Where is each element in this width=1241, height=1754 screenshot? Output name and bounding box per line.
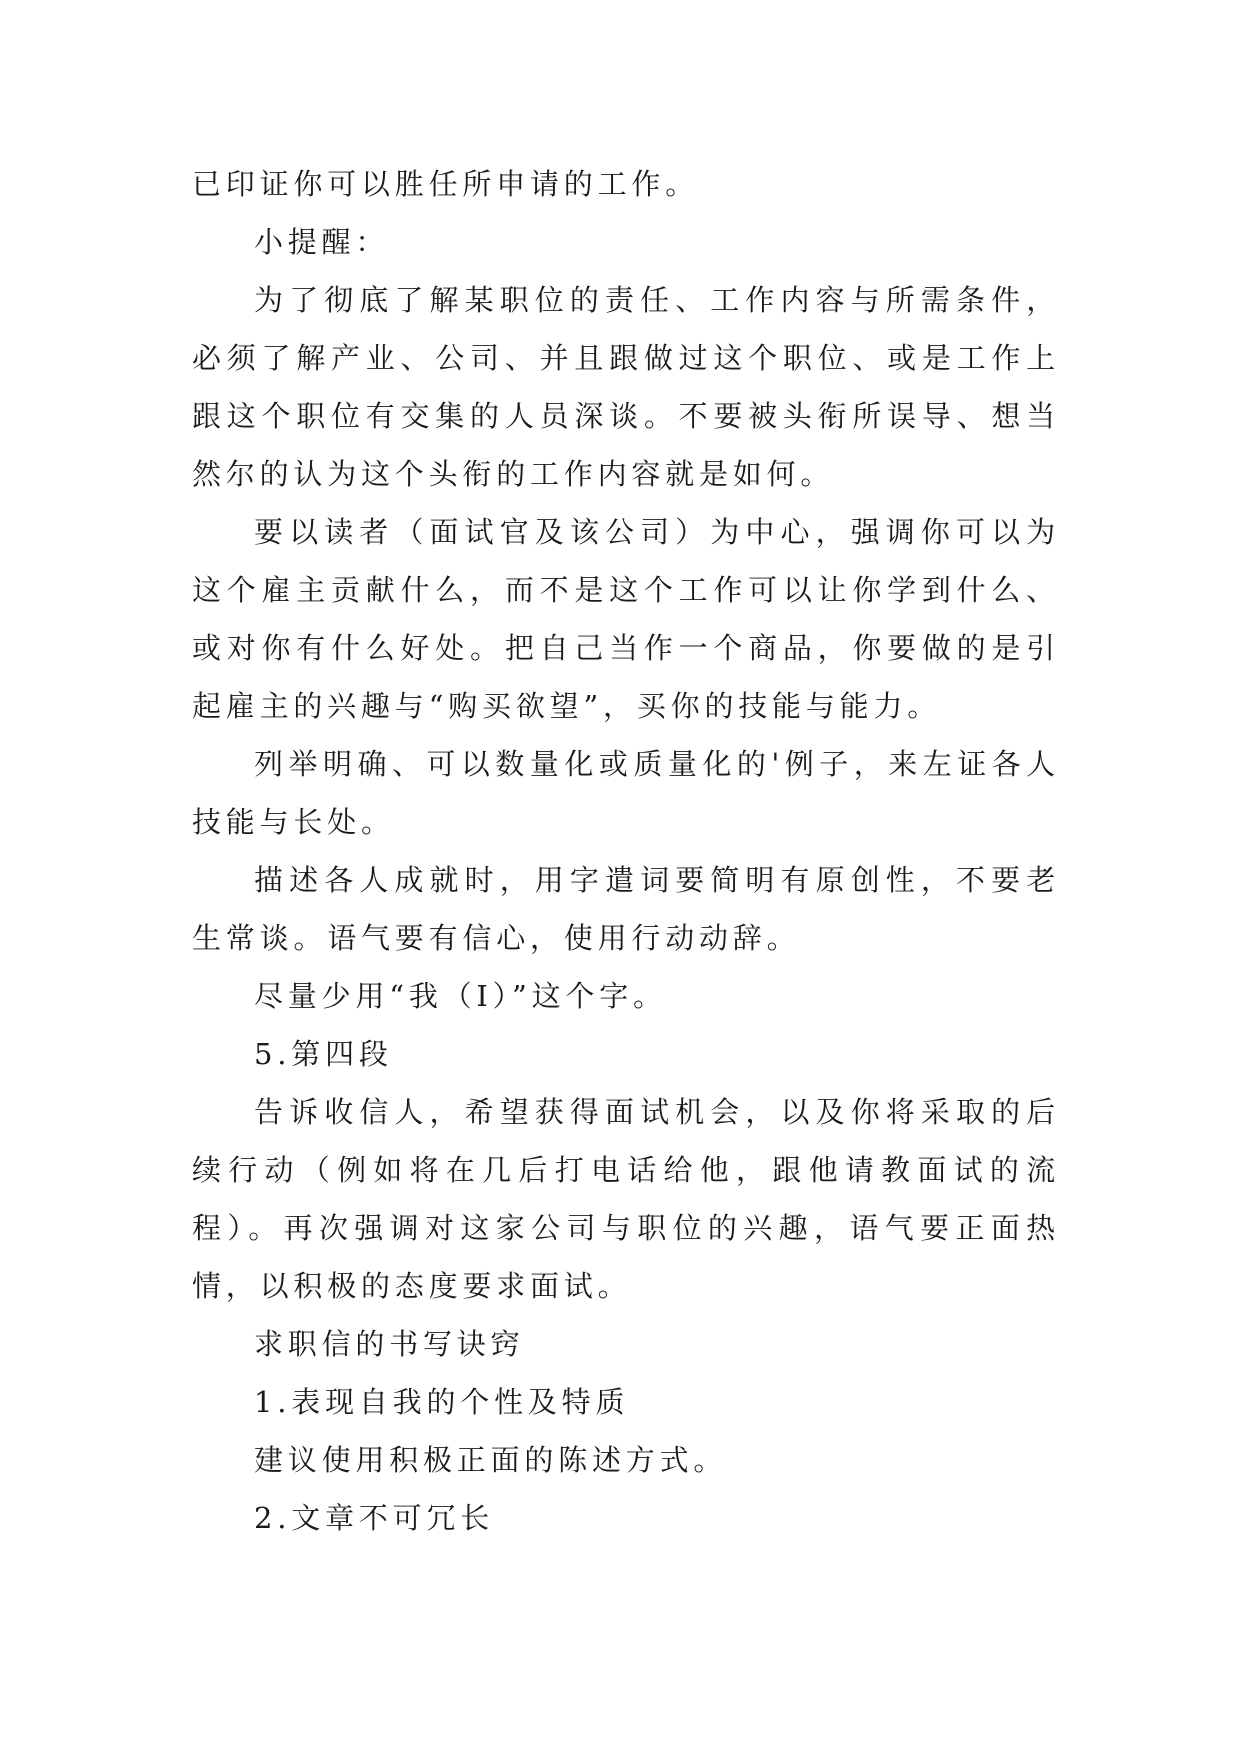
paragraph-achievements: 描述各人成就时，用字遣词要简明有原创性，不要老生常谈。语气要有信心，使用行动动辞。 xyxy=(192,863,1060,955)
paragraph-tips-heading: 小提醒： xyxy=(254,225,390,259)
section-heading-writing-tips: 求职信的书写诀窍 xyxy=(254,1327,525,1361)
paragraph-continuation: 已印证你可以胜任所申请的工作。 xyxy=(192,167,700,201)
paragraph-understand-position: 为了彻底了解某职位的责任、工作内容与所需条件，必须了解产业、公司、并且跟做过这个职位、或是工作上跟这个职位有交集的人员深谈。不要被头衔所误导、想当然尔的认为这个头衔的工作内容就是如何。 xyxy=(192,283,1060,491)
paragraph-positive-statement: 建议使用积极正面的陈述方式。 xyxy=(254,1443,728,1477)
list-item-personality: 1.表现自我的个性及特质 xyxy=(254,1385,630,1419)
paragraph-examples: 列举明确、可以数量化或质量化的'例子，来左证各人技能与长处。 xyxy=(192,747,1060,839)
section-heading-fourth: 5.第四段 xyxy=(254,1037,393,1071)
document-body xyxy=(192,155,1060,1547)
paragraph-reader-centered: 要以读者（面试官及该公司）为中心，强调你可以为这个雇主贡献什么，而不是这个工作可以让你学到什么、或对你有什么好处。把自己当作一个商品，你要做的是引起雇主的兴趣与“购买欲望”，买你的技能与能力。 xyxy=(192,515,1060,723)
paragraph-request-interview: 告诉收信人，希望获得面试机会，以及你将采取的后续行动（例如将在几后打电话给他，跟他请教面试的流程）。再次强调对这家公司与职位的兴趣，语气要正面热情，以积极的态度要求面试。 xyxy=(192,1095,1060,1303)
paragraph-avoid-i: 尽量少用“我（I）”这个字。 xyxy=(254,979,667,1013)
list-item-not-lengthy: 2.文章不可冗长 xyxy=(254,1501,495,1535)
